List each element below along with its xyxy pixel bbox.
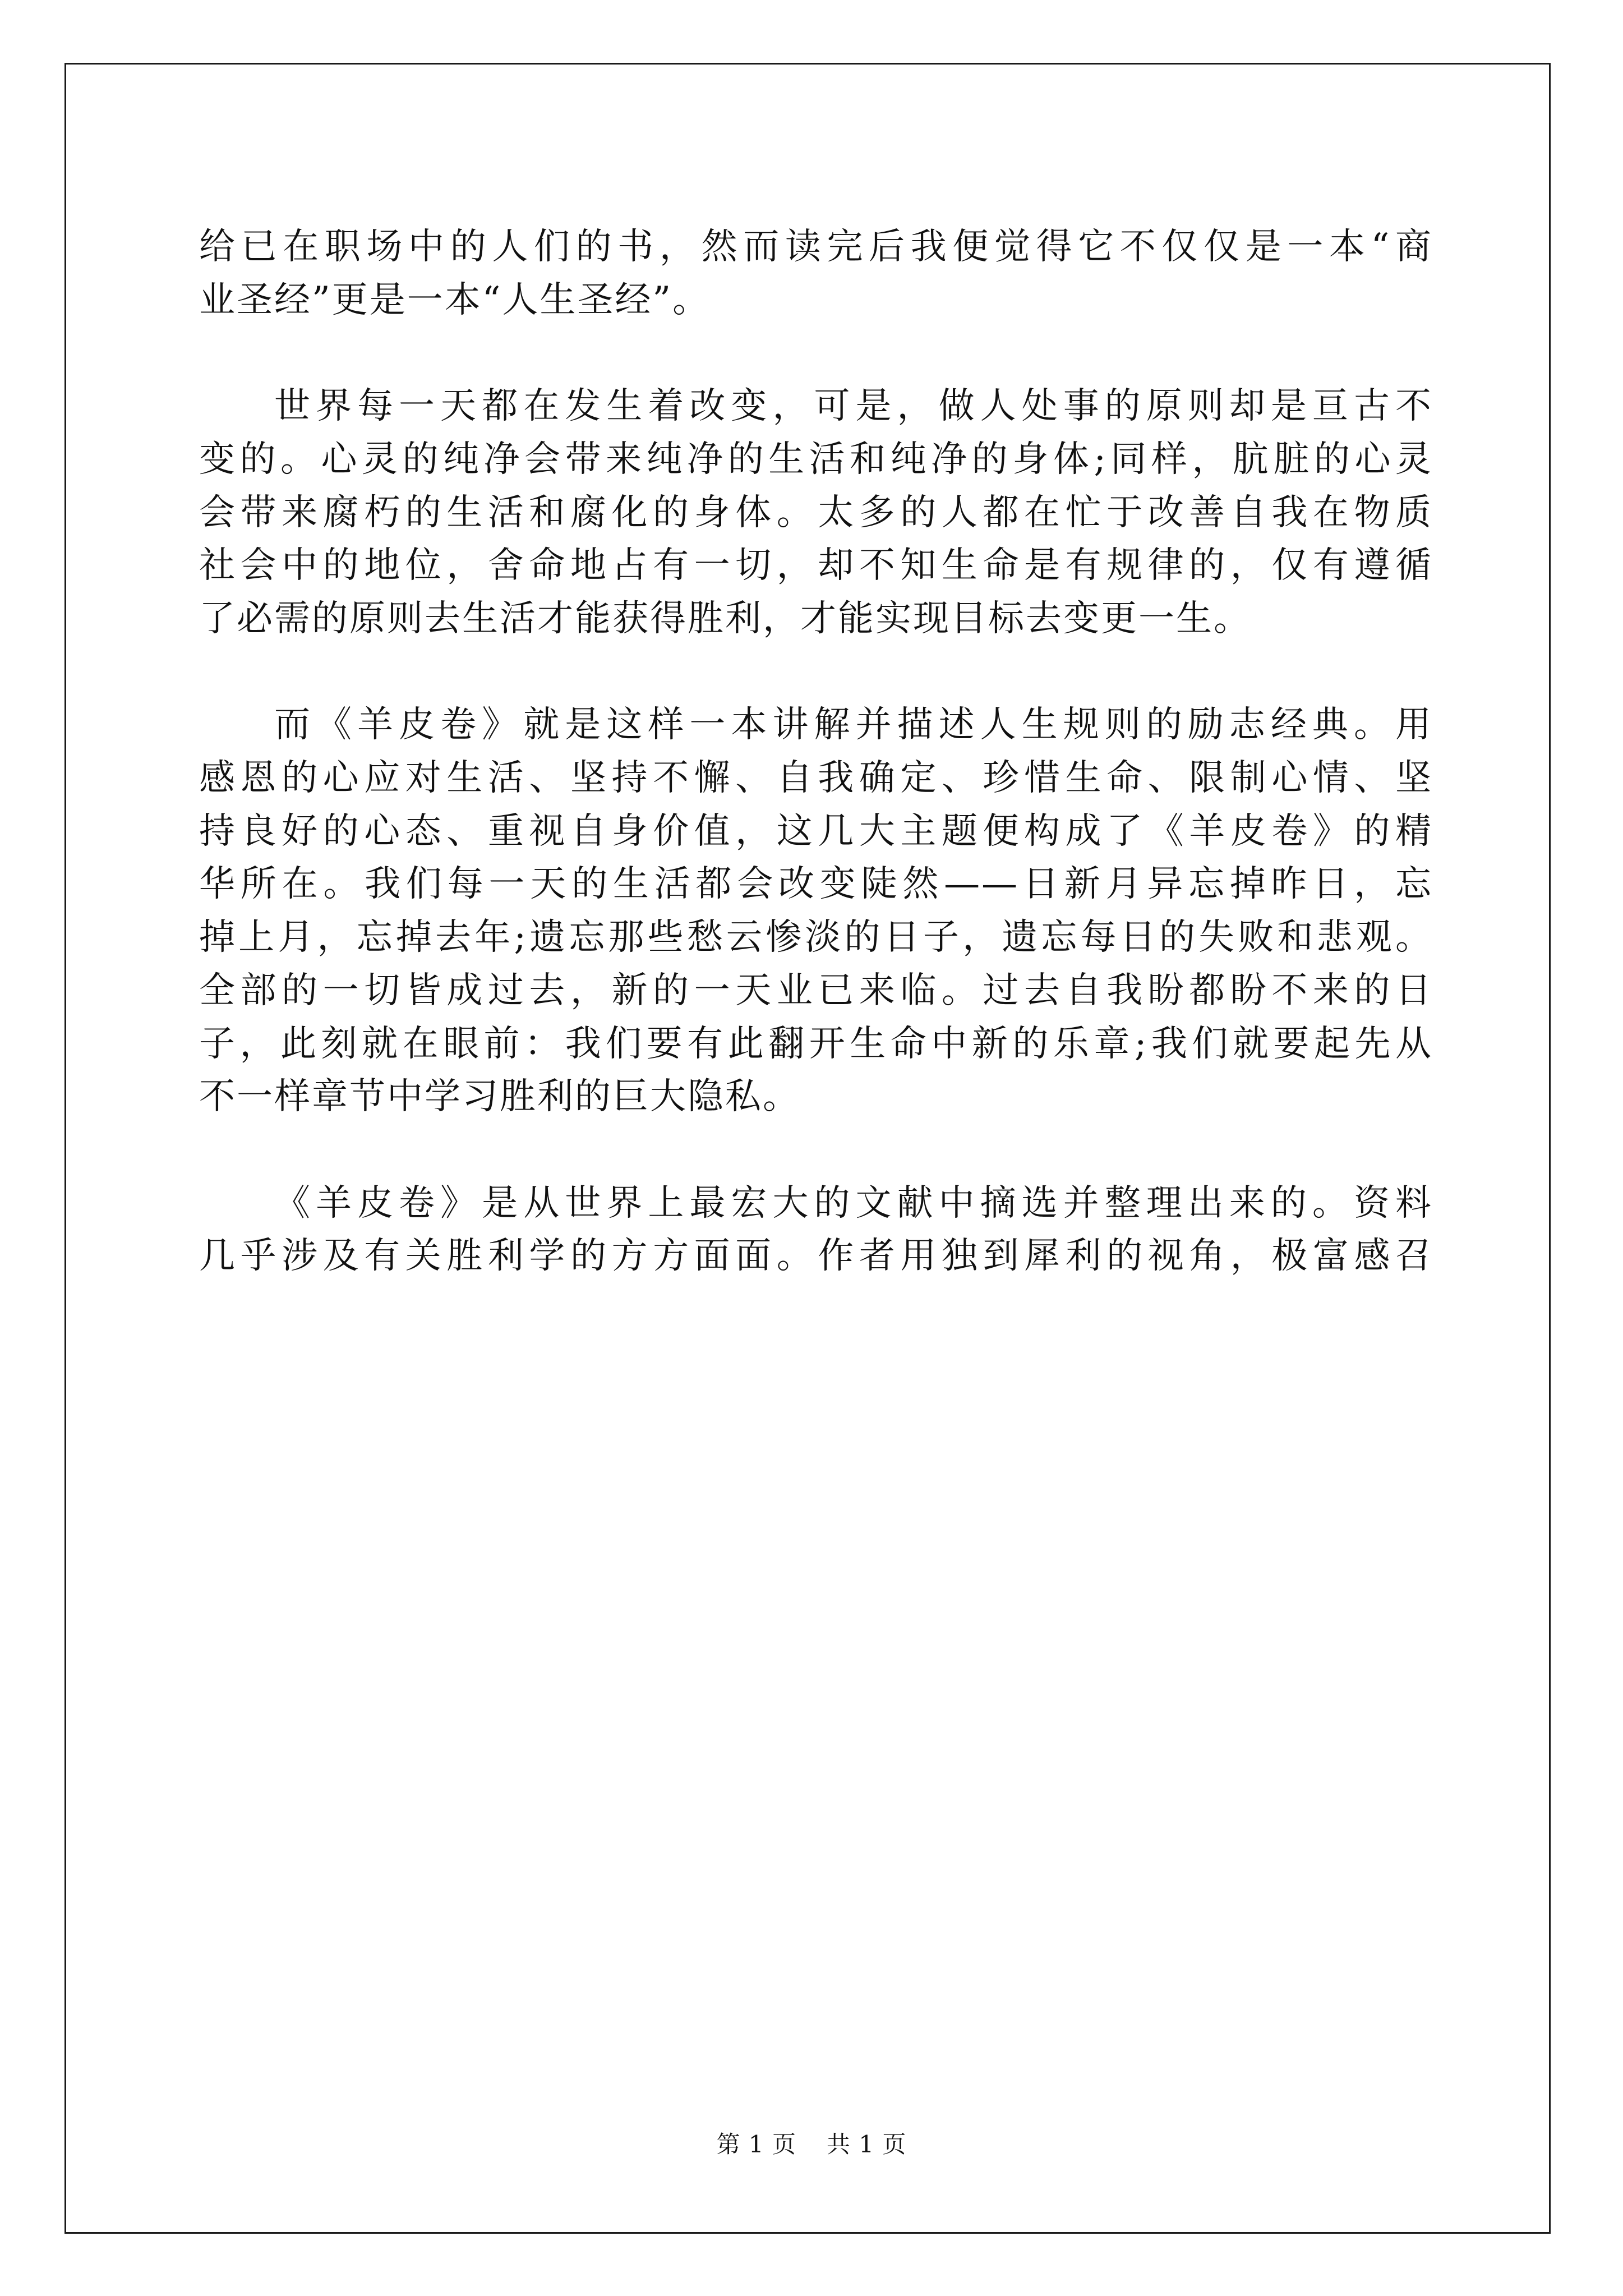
text-line: 全部的一切皆成过去，新的一天业已来临。过去自我盼都盼不来的日 bbox=[199, 969, 1433, 1011]
text-line: 社会中的地位，舍命地占有一切，却不知生命是有规律的，仅有遵循 bbox=[199, 545, 1433, 587]
text-line: 子，此刻就在眼前：我们要有此翻开生命中新的乐章;我们就要起先从 bbox=[199, 1023, 1433, 1065]
text-line: 给已在职场中的人们的书，然而读完后我便觉得它不仅仅是一本“商 bbox=[199, 226, 1433, 268]
page-number: 第 1 页 bbox=[716, 2131, 796, 2158]
text-line: 几乎涉及有关胜利学的方方面面。作者用独到犀利的视角，极富感召 bbox=[199, 1235, 1433, 1277]
paragraph-1 bbox=[199, 220, 1433, 326]
page-total: 共 1 页 bbox=[827, 2131, 907, 2158]
text-line: 世界每一天都在发生着改变，可是，做人处事的原则却是亘古不 bbox=[274, 385, 1433, 427]
text-line: 掉上月，忘掉去年;遗忘那些愁云惨淡的日子，遗忘每日的失败和悲观。 bbox=[199, 917, 1433, 959]
text-line: 持良好的心态、重视自身价值，这几大主题便构成了《羊皮卷》的精 bbox=[199, 810, 1433, 852]
text-line: 《羊皮卷》是从世界上最宏大的文献中摘选并整理出来的。资料 bbox=[274, 1182, 1433, 1224]
text-line: 了必需的原则去生活才能获得胜利，才能实现目标去变更一生。 bbox=[199, 597, 1251, 639]
text-line: 业圣经”更是一本“人生圣经”。 bbox=[199, 279, 711, 321]
text-line: 感恩的心应对生活、坚持不懈、自我确定、珍惜生命、限制心情、坚 bbox=[199, 757, 1433, 799]
text-line: 不一样章节中学习胜利的巨大隐私。 bbox=[199, 1076, 800, 1118]
document-body bbox=[199, 220, 1433, 1336]
paragraph-4 bbox=[199, 1177, 1433, 1283]
text-line: 会带来腐朽的生活和腐化的身体。太多的人都在忙于改善自我在物质 bbox=[199, 491, 1433, 533]
paragraph-2 bbox=[199, 380, 1433, 646]
page-footer bbox=[0, 2126, 1623, 2160]
text-line: 变的。心灵的纯净会带来纯净的生活和纯净的身体;同样，肮脏的心灵 bbox=[199, 438, 1433, 480]
text-line: 华所在。我们每一天的生活都会改变陡然——日新月异忘掉昨日，忘 bbox=[199, 863, 1433, 905]
text-line: 而《羊皮卷》就是这样一本讲解并描述人生规则的励志经典。用 bbox=[274, 704, 1433, 746]
paragraph-3 bbox=[199, 698, 1433, 1124]
